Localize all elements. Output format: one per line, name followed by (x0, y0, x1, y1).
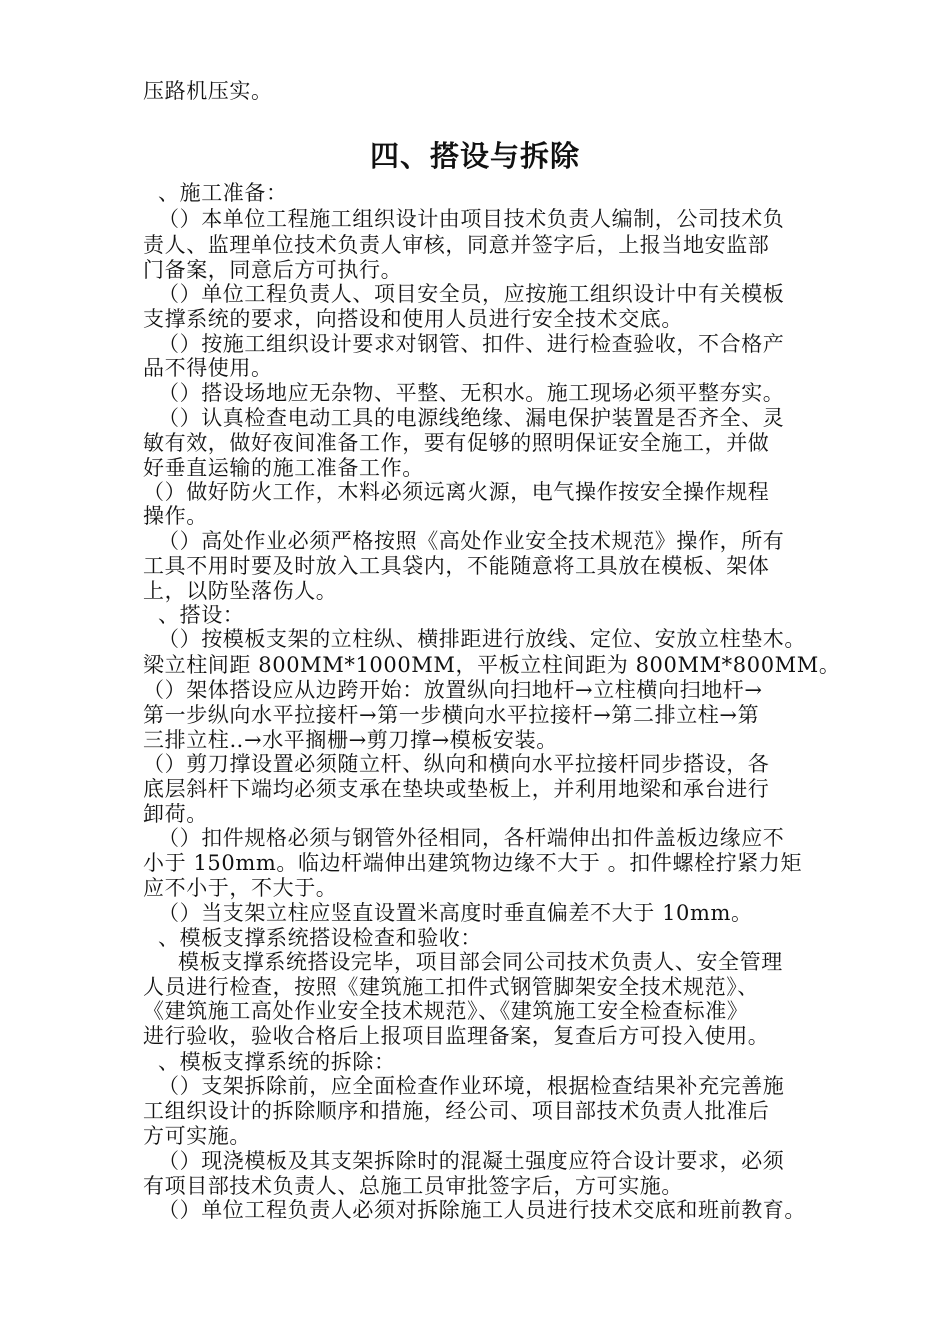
text-line: （）单位工程负责人、项目安全员，应按施工组织设计中有关模板 (158, 282, 785, 306)
text-line: 敏有效，做好夜间准备工作，要有促够的照明保证安全施工，并做 (143, 431, 770, 455)
text-line: 有项目部技术负责人、总施工员审批签字后，方可实施。 (143, 1174, 683, 1198)
text-line: 模板支撑系统搭设完毕，项目部会同公司技术负责人、安全管理 (178, 950, 783, 974)
section-heading: 四、搭设与拆除 (369, 139, 580, 173)
text-line: （）支架拆除前，应全面检查作业环境，根据检查结果补充完善施 (158, 1074, 785, 1098)
text-line: 《建筑施工高处作业安全技术规范》、《建筑施工安全检查标准》 (143, 999, 749, 1023)
text-line: （）按施工组织设计要求对钢管、扣件、进行检查验收，不合格产 (158, 332, 785, 356)
text-line: 小于 150mm。临边杆端伸出建筑物边缘不大于 。扣件螺栓拧紧力矩 (143, 851, 803, 875)
subsection-title: 、模板支撑系统的拆除： (158, 1050, 396, 1074)
text-line: （）高处作业必须严格按照《高处作业安全技术规范》操作，所有 (158, 529, 785, 553)
text-line: （）剪刀撑设置必须随立杆、纵向和横向水平拉接杆同步搭设，各 (143, 752, 770, 776)
text-line: （）做好防火工作，木料必须远离火源，电气操作按安全操作规程 (143, 480, 770, 504)
text-line: 应不小于，不大于。 (143, 876, 338, 900)
text-line: 三排立柱‥→水平搁栅→剪刀撑→模板安装。 (143, 728, 558, 752)
text-line: 工组织设计的拆除顺序和措施，经公司、项目部技术负责人批准后 (143, 1099, 770, 1123)
text-line: 支撑系统的要求，向搭设和使用人员进行安全技术交底。 (143, 307, 683, 331)
text-line: （）按模板支架的立柱纵、横排距进行放线、定位、安放立柱垫木。 (158, 627, 806, 651)
text-line: 工具不用时要及时放入工具袋内，不能随意将工具放在模板、架体 (143, 554, 770, 578)
text-line: 责人、监理单位技术负责人审核，同意并签字后，上报当地安监部 (143, 233, 770, 257)
subsection-title: 、模板支撑系统搭设检查和验收： (158, 926, 482, 950)
text-line: （）搭设场地应无杂物、平整、无积水。施工现场必须平整夯实。 (158, 381, 785, 405)
text-line: 门备案，同意后方可执行。 (143, 258, 403, 282)
text-line: 好垂直运输的施工准备工作。 (143, 456, 424, 480)
text-line: （）扣件规格必须与钢管外径相同，各杆端伸出扣件盖板边缘应不 (158, 826, 785, 850)
subsection-title: 、搭设： (158, 603, 245, 627)
text-line: 方可实施。 (143, 1124, 251, 1148)
text-line: 底层斜杆下端均必须支承在垫块或垫板上，并利用地梁和承台进行 (143, 777, 770, 801)
text-line: 上，以防坠落伤人。 (143, 579, 338, 603)
text-line: 压路机压实。 (143, 79, 273, 103)
text-line: 卸荷。 (143, 802, 208, 826)
text-line: （）当支架立柱应竖直设置米高度时垂直偏差不大于 10mm。 (158, 901, 753, 925)
text-line: （）本单位工程施工组织设计由项目技术负责人编制，公司技术负 (158, 207, 785, 231)
text-line: （）单位工程负责人必须对拆除施工人员进行技术交底和班前教育。 (158, 1198, 806, 1222)
text-line: 梁立柱间距 800MM*1000MM，平板立柱间距为 800MM*800MM。 (143, 653, 841, 677)
text-line: 品不得使用。 (143, 356, 273, 380)
text-line: 人员进行检查，按照《建筑施工扣件式钢管脚架安全技术规范》、 (143, 975, 759, 999)
text-line: （）现浇模板及其支架拆除时的混凝土强度应符合设计要求，必须 (158, 1149, 785, 1173)
text-line: （）认真检查电动工具的电源线绝缘、漏电保护装置是否齐全、灵 (158, 406, 785, 430)
text-line: （）架体搭设应从边跨开始：放置纵向扫地杆→立柱横向扫地杆→ (143, 678, 763, 702)
subsection-title: 、施工准备： (158, 181, 288, 205)
text-line: 第一步纵向水平拉接杆→第一步横向水平拉接杆→第二排立柱→第 (143, 703, 760, 727)
text-line: 操作。 (143, 504, 208, 528)
text-line: 进行验收，验收合格后上报项目监理备案，复查后方可投入使用。 (143, 1024, 770, 1048)
